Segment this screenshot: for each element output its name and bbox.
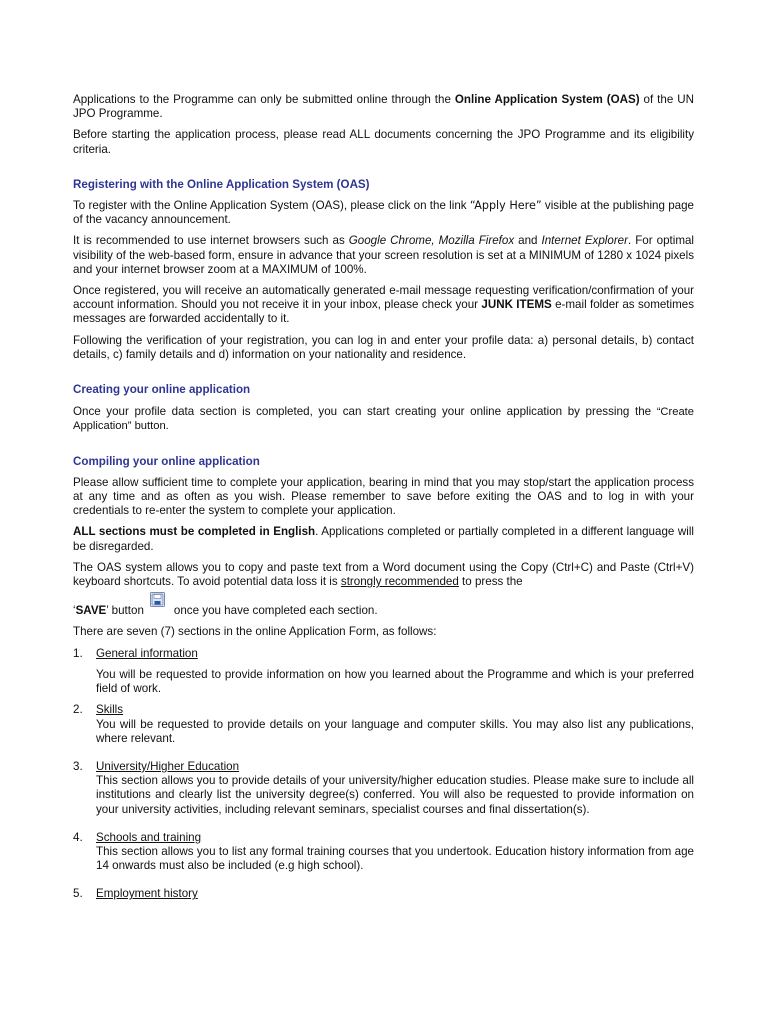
create-application-button-text: “Create Application” button. xyxy=(73,406,694,433)
apply-here-link-text: “Apply Here” xyxy=(469,199,542,213)
section-text: This section allows you to provide details of your university/higher education studies. Please make sure to include all institutions and clearly list the university degree(s) conferred. You will also be requested to provide information on your university activities, including relevant seminars, specialist courses and final dissertation(s). xyxy=(96,774,694,816)
heading-registering: Registering with the Online Application System (OAS) xyxy=(73,177,370,191)
section-title: Skills xyxy=(96,703,124,717)
heading-compiling: Compiling your online application xyxy=(73,454,260,468)
section-title: University/Higher Education xyxy=(96,759,240,773)
registered-paragraph: Once registered, you will receive an automatically generated e-mail message requesting verification/confirmation of your account information. Should you not receive it in your inbox, please check your JUNK ITEMS e-mail folder as sometimes messages are forwarded accidentally to it. xyxy=(73,284,695,326)
list-item: 1. General information You will be requested to provide information on how you learned about the Programme and which is your preferred field of work. xyxy=(73,646,694,696)
section-text: This section allows you to list any formal training courses that you undertook. Education history information from age 14 onwards must also be included (e.g high school). xyxy=(96,844,694,873)
list-item: 5. Employment history xyxy=(73,887,198,901)
sections-intro-paragraph: There are seven (7) sections in the online Application Form, as follows: xyxy=(73,625,437,639)
time-paragraph: Please allow sufficient time to complete your application, bearing in mind that you may stop/start the application process at any time and as often as you wish. Please remember to save before exiting the OAS and to log in with your credentials to re-enter the system to complete your application. xyxy=(73,475,694,518)
verification-paragraph: Following the verification of your registration, you can log in and enter your profile data: a) personal details, b) contact details, c) family details and d) information on your nationality and residence. xyxy=(73,333,694,361)
list-item: 2. Skills You will be requested to provide details on your language and computer skills. You may also list any publications, where relevant. xyxy=(73,703,694,745)
floppy-disk-icon xyxy=(150,592,165,607)
list-item: 3. University/Higher Education This section allows you to provide details of your university/higher education studies. Please make sure to include all institutions and clearly list the university degree(s) conferred. You will also be requested to provide information on your university activities, including relevant seminars, specialist courses and final dissertation(s). xyxy=(73,759,694,816)
sections-list xyxy=(73,647,694,902)
heading-creating: Creating your online application xyxy=(73,383,251,397)
section-title: General information xyxy=(96,646,198,660)
browsers-paragraph: It is recommended to use internet browsers such as Google Chrome, Mozilla Firefox and Internet Explorer. For optimal visibility of the web-based form, ensure in advance that your screen resolution is set at a MINIMUM of 1280 x 1024 pixels and your internet browser zoom at a MAXIMUM of 100%. xyxy=(73,234,694,276)
read-documents-paragraph: Before starting the application process, please read ALL documents concerning the JPO Programme and its eligibility criteria. xyxy=(73,128,694,156)
register-paragraph: To register with the Online Application System (OAS), please click on the link “Apply Here” visible at the publishing page of the vacancy announcement. xyxy=(73,199,694,227)
section-text: You will be requested to provide information on how you learned about the Programme and which is your preferred field of work. xyxy=(96,667,694,696)
section-title: Employment history xyxy=(96,887,198,901)
document-page xyxy=(73,93,694,902)
intro-paragraph: Applications to the Programme can only be submitted online through the Online Application System (OAS) of the UN JPO Programme. xyxy=(73,93,694,121)
oas-name: Online Application System (OAS) xyxy=(454,93,640,106)
copy-paste-paragraph: The OAS system allows you to copy and paste text from a Word document using the Copy (Ctrl+C) and Paste (Ctrl+V) keyboard shortcuts. To avoid potential data loss it is strongly recommended to press the xyxy=(73,560,694,589)
list-item: 4. Schools and training This section allows you to list any formal training courses that you undertook. Education history information from age 14 onwards must also be included (e.g high school). xyxy=(73,830,694,873)
section-title: Schools and training xyxy=(96,830,202,844)
section-text: You will be requested to provide details on your language and computer skills. You may also list any publications, where relevant. xyxy=(96,717,694,745)
create-paragraph: Once your profile data section is completed, you can start creating your online application by pressing the “Create Application” button. xyxy=(73,405,694,433)
save-paragraph: ‘SAVE’ button once you have completed each section. xyxy=(73,600,694,618)
english-paragraph: ALL sections must be completed in English. Applications completed or partially completed in a different language will be disregarded. xyxy=(73,525,694,553)
